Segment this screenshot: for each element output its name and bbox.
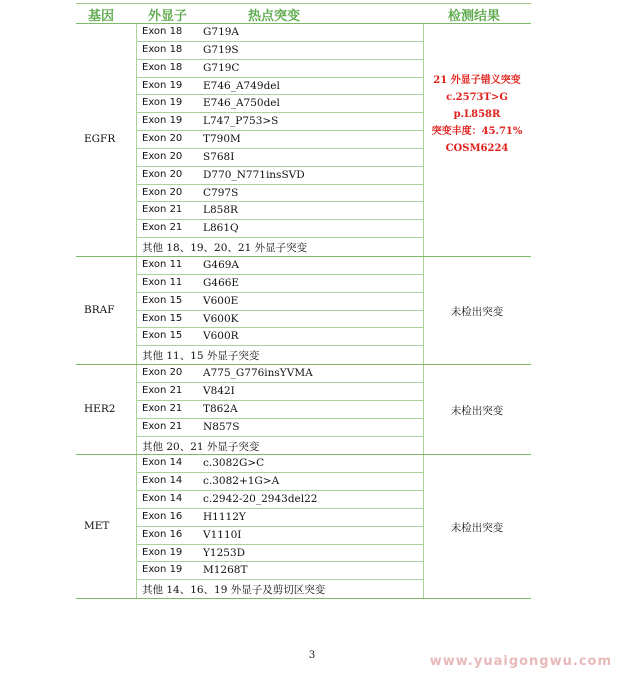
exon-cell: Exon 16 — [142, 510, 183, 522]
gene-group-egfr — [76, 24, 531, 257]
exon-cell: Exon 18 — [142, 43, 183, 55]
exon-cell: Exon 14 — [142, 457, 183, 469]
result-cell — [423, 520, 531, 535]
table-row — [137, 185, 423, 203]
header-gene: 基因 — [88, 9, 115, 24]
table-row — [137, 113, 423, 131]
table-row — [137, 545, 423, 563]
hotspot-cell: C797S — [203, 186, 239, 199]
page-number: 3 — [308, 650, 316, 661]
hotspot-cell: V600R — [203, 330, 239, 343]
other-mutations-row — [137, 238, 423, 256]
exon-cell: Exon 20 — [142, 133, 183, 145]
hotspot-cell: c.3082+1G>A — [203, 475, 280, 488]
hotspot-cell: G719C — [203, 61, 240, 74]
table-row — [137, 149, 423, 167]
result-line: p.L858R — [453, 108, 501, 120]
other-mutations-row — [137, 346, 423, 364]
hotspot-cell: M1268T — [203, 564, 248, 577]
table-row — [137, 275, 423, 293]
hotspot-cell: G719S — [203, 43, 239, 56]
hotspot-cell: E746_A749del — [203, 79, 280, 92]
table-row — [137, 42, 423, 60]
table-row — [137, 509, 423, 527]
other-mutations-row — [137, 580, 423, 598]
exon-cell: Exon 19 — [142, 79, 183, 91]
hotspot-cell: Y1253D — [203, 546, 246, 559]
result-line: 未检出突变 — [450, 521, 504, 534]
exon-cell: Exon 21 — [142, 420, 183, 432]
result-line: c.2573T>G — [446, 91, 508, 103]
hotspot-cell: S768I — [203, 150, 235, 163]
other-mutations-text: 其他 14、16、19 外显子及剪切区突变 — [142, 584, 326, 597]
exon-cell: Exon 21 — [142, 222, 183, 234]
hotspot-cell: G469A — [203, 259, 240, 272]
exon-cell: Exon 15 — [142, 294, 183, 306]
other-mutations-row — [137, 437, 423, 455]
table-row — [137, 473, 423, 491]
table-row — [137, 401, 423, 419]
hotspot-rows — [137, 455, 423, 598]
result-cell — [423, 72, 531, 157]
hotspot-cell: G719A — [203, 26, 240, 38]
exon-cell: Exon 16 — [142, 528, 183, 540]
other-mutations-text: 其他 20、21 外显子突变 — [142, 440, 260, 453]
gene-group-her2 — [76, 365, 531, 455]
table-row — [137, 24, 423, 42]
header-hotspot: 热点突变 — [248, 9, 301, 24]
result-cell — [423, 403, 531, 418]
column-divider — [136, 257, 137, 364]
table-body — [76, 24, 531, 599]
hotspot-cell: V600E — [203, 294, 239, 307]
exon-cell: Exon 21 — [142, 402, 183, 414]
hotspot-cell: H1112Y — [203, 510, 246, 523]
hotspot-cell: T862A — [203, 402, 238, 415]
gene-group-met — [76, 455, 531, 599]
exon-cell: Exon 14 — [142, 493, 183, 505]
gene-group-braf — [76, 257, 531, 365]
hotspot-cell: D770_N771insSVD — [203, 168, 305, 181]
column-divider — [136, 24, 137, 256]
result-line: 突变丰度：45.71% — [431, 125, 523, 137]
hotspot-cell: V1110I — [203, 528, 242, 541]
exon-cell: Exon 19 — [142, 115, 183, 127]
table-row — [137, 131, 423, 149]
exon-cell: Exon 18 — [142, 26, 183, 37]
table-row — [137, 220, 423, 238]
exon-cell: Exon 20 — [142, 367, 183, 379]
exon-cell: Exon 21 — [142, 204, 183, 216]
header-exon: 外显子 — [148, 9, 188, 24]
hotspot-cell: c.2942-20_2943del22 — [203, 493, 318, 506]
exon-cell: Exon 18 — [142, 61, 183, 73]
exon-cell: Exon 21 — [142, 384, 183, 396]
table-row — [137, 328, 423, 346]
result-cell — [423, 304, 531, 319]
mutation-table — [76, 3, 531, 599]
gene-name: HER2 — [84, 402, 116, 415]
gene-name: MET — [84, 519, 110, 532]
exon-cell: Exon 14 — [142, 475, 183, 487]
table-row — [137, 167, 423, 185]
hotspot-cell: T790M — [203, 133, 241, 146]
hotspot-cell: L858R — [203, 204, 238, 217]
hotspot-rows — [137, 24, 423, 256]
hotspot-cell: L861Q — [203, 222, 239, 235]
result-line: 未检出突变 — [450, 305, 504, 318]
exon-cell: Exon 19 — [142, 546, 183, 558]
column-divider — [136, 455, 137, 598]
table-row — [137, 455, 423, 473]
other-mutations-text: 其他 11、15 外显子突变 — [142, 350, 260, 363]
hotspot-cell: c.3082G>C — [203, 457, 265, 470]
exon-cell: Exon 11 — [142, 259, 183, 271]
exon-cell: Exon 20 — [142, 150, 183, 162]
table-row — [137, 95, 423, 113]
hotspot-cell: N857S — [203, 420, 240, 433]
table-row — [137, 562, 423, 580]
table-row — [137, 293, 423, 311]
result-line: 未检出突变 — [450, 404, 504, 417]
exon-cell: Exon 20 — [142, 186, 183, 198]
table-row — [137, 60, 423, 78]
table-row — [137, 491, 423, 509]
hotspot-rows — [137, 257, 423, 364]
hotspot-rows — [137, 365, 423, 454]
table-row — [137, 78, 423, 96]
result-line: 21 外显子错义突变 — [433, 74, 521, 86]
watermark: www.yuaigongwu.com — [429, 654, 612, 669]
hotspot-cell: G466E — [203, 276, 240, 289]
hotspot-cell: L747_P753>S — [203, 115, 279, 128]
hotspot-cell: A775_G776insYVMA — [203, 367, 313, 380]
gene-name: EGFR — [84, 133, 116, 146]
table-row — [137, 527, 423, 545]
exon-cell: Exon 15 — [142, 330, 183, 342]
hotspot-cell: V600K — [203, 312, 239, 325]
table-row — [137, 202, 423, 220]
exon-cell: Exon 11 — [142, 276, 183, 288]
hotspot-cell: E746_A750del — [203, 97, 280, 110]
header-result: 检测结果 — [448, 9, 501, 24]
table-row — [137, 257, 423, 275]
exon-cell: Exon 20 — [142, 168, 183, 180]
gene-name: BRAF — [84, 303, 115, 316]
table-row — [137, 383, 423, 401]
table-header — [76, 3, 531, 24]
table-row — [137, 365, 423, 383]
table-row — [137, 311, 423, 329]
exon-cell: Exon 19 — [142, 97, 183, 109]
table-row — [137, 419, 423, 437]
exon-cell: Exon 15 — [142, 312, 183, 324]
exon-cell: Exon 19 — [142, 564, 183, 576]
result-line: COSM6224 — [445, 142, 509, 154]
hotspot-cell: V842I — [203, 384, 235, 397]
other-mutations-text: 其他 18、19、20、21 外显子突变 — [142, 242, 308, 255]
column-divider — [136, 365, 137, 454]
